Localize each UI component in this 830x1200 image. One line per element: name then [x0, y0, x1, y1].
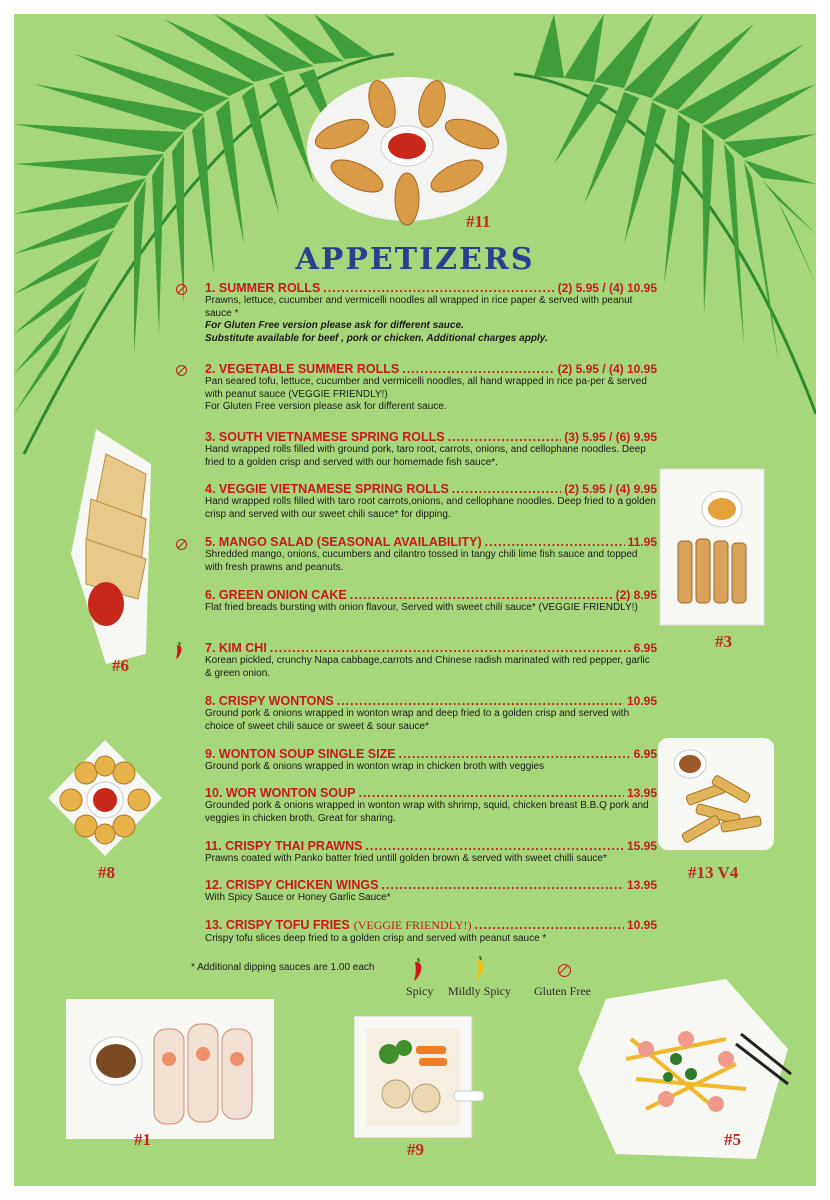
photo-label-5: #5	[724, 1130, 741, 1149]
menu-item-10	[205, 786, 657, 825]
crispy-wontons-photo	[46, 738, 164, 858]
mango-salad-photo	[576, 979, 792, 1163]
item-price: (2) 5.95 / (4) 10.95	[557, 281, 657, 295]
item-description: Hand wrapped rolls filled with ground pork, taro root, carrots, onions, and cellophane noodles. Deep fried to a golden crisp and served with our homemade fish sauce*.	[205, 444, 646, 468]
leader-dots	[358, 786, 623, 800]
menu-item-11	[205, 839, 657, 866]
photo-label-13-v4: #13 V4	[688, 863, 739, 882]
leader-dots	[337, 694, 624, 708]
spicy-pepper-icon	[412, 958, 424, 982]
leader-dots	[323, 281, 554, 295]
leader-dots	[381, 878, 624, 892]
gluten-free-icon	[176, 539, 187, 550]
item-name: 2. VEGETABLE SUMMER ROLLS	[205, 362, 400, 376]
item-price: 6.95	[633, 641, 657, 655]
menu-item-4	[205, 482, 657, 521]
item-name: 9. WONTON SOUP SINGLE SIZE	[205, 747, 396, 761]
gluten-free-icon	[176, 365, 187, 376]
item-name: 8. CRISPY WONTONS	[205, 694, 334, 708]
photo-label-9: #9	[407, 1140, 424, 1159]
item-price: 10.95	[626, 694, 657, 708]
menu-item-8	[205, 694, 657, 733]
wonton-soup-photo	[354, 1016, 484, 1138]
leader-dots	[365, 839, 624, 853]
leader-dots	[475, 918, 624, 932]
menu-item-12	[205, 878, 657, 905]
summer-rolls-photo	[66, 999, 274, 1139]
crispy-thai-prawns-photo	[302, 64, 512, 229]
item-price: 6.95	[633, 747, 657, 761]
green-onion-cake-photo	[66, 424, 166, 664]
photo-label-11: #11	[466, 212, 491, 231]
photo-label-6: #6	[112, 656, 129, 675]
menu-page	[14, 14, 816, 1186]
leader-dots	[448, 430, 562, 444]
item-price: (2) 5.95 / (4) 10.95	[557, 362, 657, 376]
mildly-spicy-pepper-icon	[474, 956, 486, 982]
item-description: With Spicy Sauce or Honey Garlic Sauce*	[205, 892, 391, 903]
crispy-tofu-fries-photo	[656, 734, 776, 854]
veggie-tag: (VEGGIE FRIENDLY!)	[353, 918, 472, 932]
item-name: 12. CRISPY CHICKEN WINGS	[205, 878, 379, 892]
item-name: 3. SOUTH VIETNAMESE SPRING ROLLS	[205, 430, 445, 444]
leader-dots	[452, 482, 561, 496]
item-price: 15.95	[626, 839, 657, 853]
spring-rolls-photo	[658, 467, 766, 627]
chili-pepper-icon	[174, 642, 184, 660]
item-name: 10. WOR WONTON SOUP	[205, 786, 356, 800]
leader-dots	[270, 641, 631, 655]
item-name: 4. VEGGIE VIETNAMESE SPRING ROLLS	[205, 482, 449, 496]
item-description: Prawns coated with Panko batter fried untill golden brown & served with sweet chilli sauce*	[205, 853, 607, 864]
photo-label-8: #8	[98, 863, 115, 882]
item-description: Prawns, lettuce, cucumber and vermicelli noodles all wrapped in rice paper & served with peanut sauce *	[205, 295, 633, 319]
menu-item-6	[205, 588, 657, 615]
item-description: Crispy tofu slices deep fried to a golden crisp and served with peanut sauce *	[205, 933, 547, 944]
legend-mildly-spicy: Mildly Spicy	[448, 984, 512, 998]
menu-item-13	[205, 918, 657, 946]
item-note: Substitute available for beef , pork or chicken. Additional charges apply.	[205, 332, 548, 344]
gluten-free-icon	[176, 284, 187, 295]
item-description: Korean pickled, crunchy Napa cabbage,carrots and Chinese radish marinated with red pepper, garlic & green onion.	[205, 655, 650, 679]
item-description: Shredded mango, onions, cucumbers and cilantro tossed in tangy chili lime fish sauce and topped with fresh prawns and peanuts.	[205, 549, 638, 573]
dipping-sauce-footnote: * Additional dipping sauces are 1.00 each	[191, 962, 375, 973]
menu-item-2	[205, 362, 657, 414]
item-price: (3) 5.95 / (6) 9.95	[564, 430, 657, 444]
item-price: (2) 8.95	[615, 588, 657, 602]
menu-item-3	[205, 430, 657, 469]
item-description: Hand wrapped rolls filled with taro root carrots,onions, and cellophane noodles. Deep fried to a golden crisp and served with our sweet chili sauce* for dipping.	[205, 496, 656, 520]
item-description: For Gluten Free version please ask for different sauce.	[205, 401, 447, 412]
leader-dots	[399, 747, 631, 761]
legend-gluten-free: Gluten Free	[534, 984, 591, 998]
leader-dots	[402, 362, 554, 376]
leader-dots	[485, 535, 625, 549]
item-description: Flat fried breads bursting with onion flavour, Served with sweet chili sauce* (VEGGIE FRIENDLY!)	[205, 602, 638, 613]
item-description: Grounded pork & onions wrapped in wonton wrap with shrimp, squid, chicken breast B.B.Q pork and veggies in chicken broth. Great for sharing.	[205, 800, 649, 824]
item-description: Ground pork & onions wrapped in wonton wrap and deep fried to a golden crisp and served with choice of sweet chili sauce or sweet & sour sauce*	[205, 708, 630, 732]
item-note: For Gluten Free version please ask for different sauce.	[205, 320, 464, 331]
menu-item-1	[205, 281, 657, 345]
gluten-free-icon	[558, 964, 571, 977]
menu-item-7	[205, 641, 657, 680]
item-name: 7. KIM CHI	[205, 641, 267, 655]
item-name: 6. GREEN ONION CAKE	[205, 588, 347, 602]
menu-item-9	[205, 747, 657, 774]
photo-label-3: #3	[715, 632, 732, 651]
page-title: APPETIZERS	[295, 242, 535, 277]
menu-item-5	[205, 535, 657, 574]
item-price: 13.95	[626, 878, 657, 892]
item-name: 13. CRISPY TOFU FRIES	[205, 918, 350, 932]
item-description: Pan seared tofu, lettuce, cucumber and vermicelli noodles, all hand wrapped in rice pa-per & served with peanut sauce (VEGGIE FRIENDLY!)	[205, 376, 647, 400]
item-name: 11. CRISPY THAI PRAWNS	[205, 839, 363, 853]
item-description: Ground pork & onions wrapped in wonton wrap in chicken broth with veggies	[205, 761, 545, 772]
item-price: 13.95	[626, 786, 657, 800]
item-name: 1. SUMMER ROLLS	[205, 281, 321, 295]
item-price: 11.95	[627, 535, 657, 549]
item-name: 5. MANGO SALAD (SEASONAL AVAILABILITY)	[205, 535, 482, 549]
legend-spicy: Spicy	[406, 984, 434, 998]
photo-label-1: #1	[134, 1130, 151, 1149]
leader-dots	[350, 588, 613, 602]
item-price: (2) 5.95 / (4) 9.95	[564, 482, 657, 496]
item-price: 10.95	[626, 918, 657, 932]
